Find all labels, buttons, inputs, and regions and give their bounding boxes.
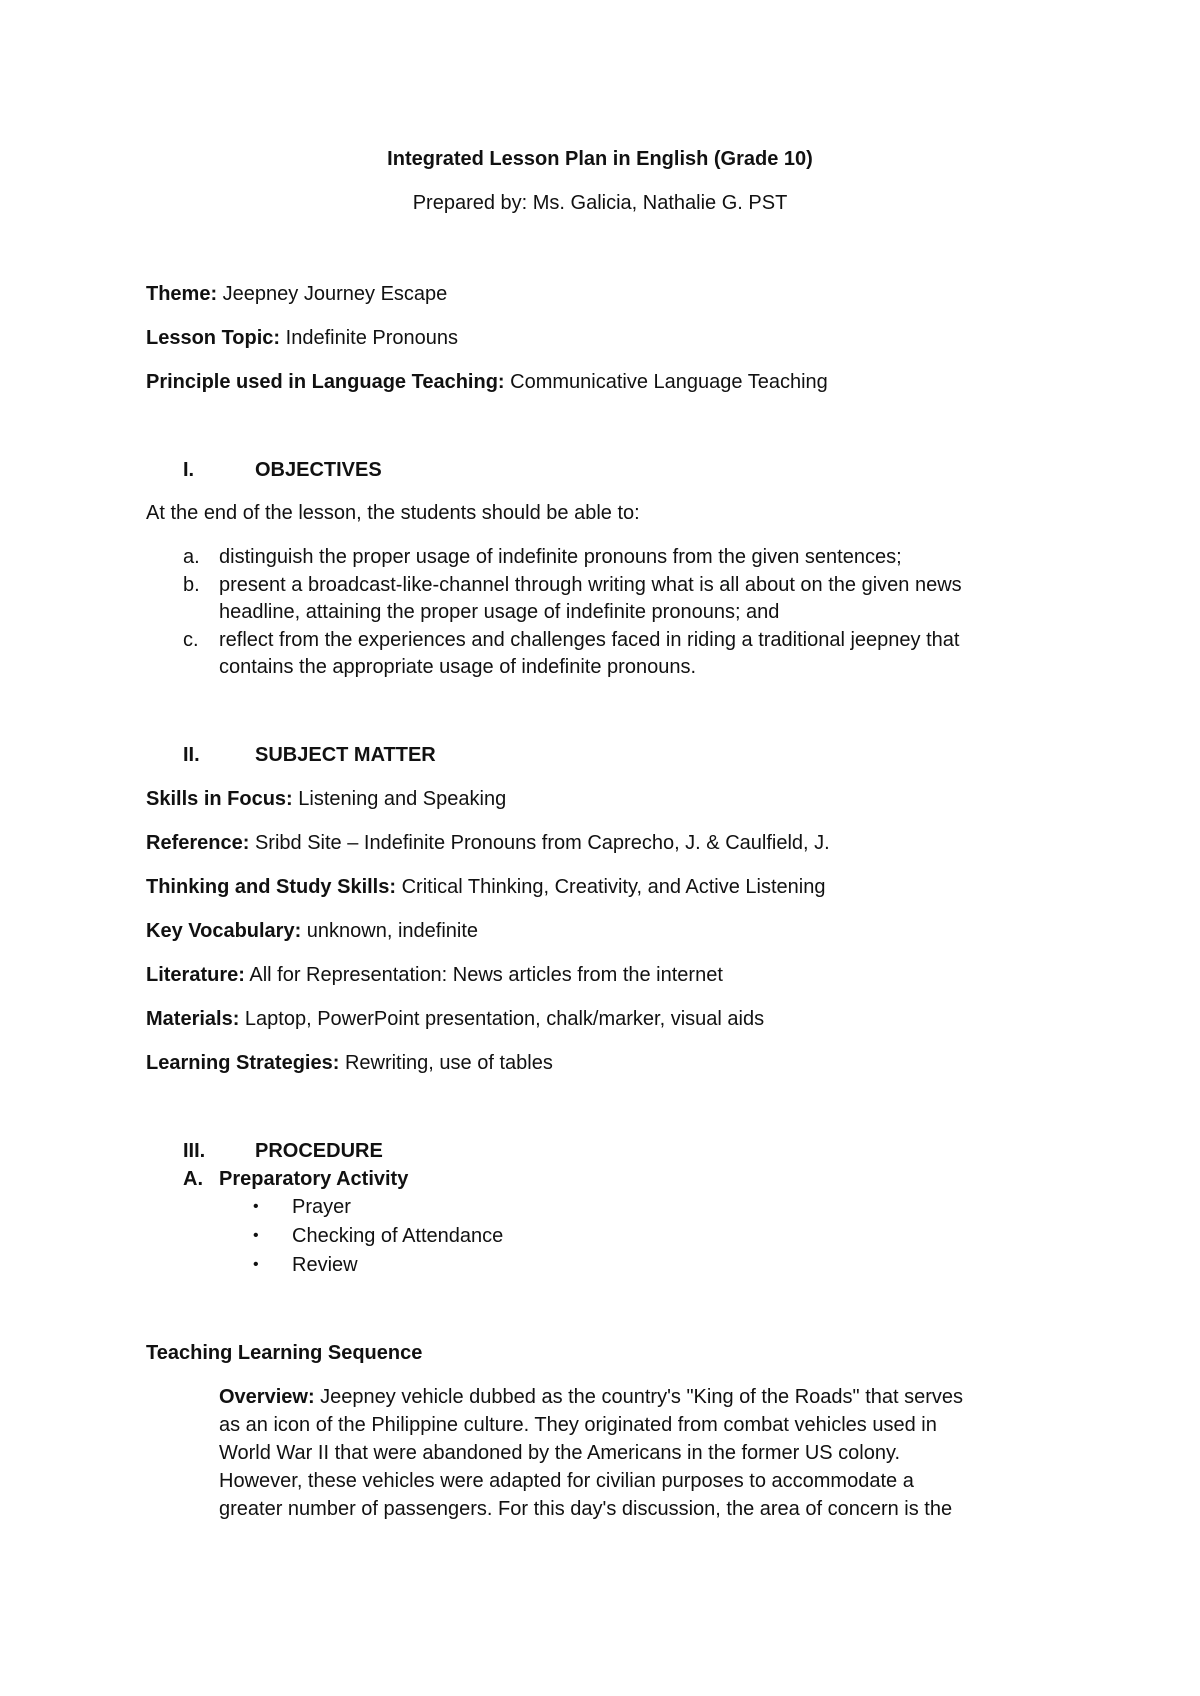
- objective-text: contains the appropriate usage of indefinite pronouns.: [219, 656, 697, 678]
- bullet-icon: •: [253, 1227, 259, 1244]
- meta-theme: [146, 281, 447, 308]
- meta-label: Principle used in Language Teaching:: [146, 371, 505, 393]
- section-title-subject-matter: SUBJECT MATTER: [255, 744, 436, 766]
- objective-text: distinguish the proper usage of indefinite pronouns from the given sentences;: [219, 546, 902, 568]
- objective-marker: c.: [183, 629, 199, 651]
- field-literature: [146, 962, 723, 989]
- document-title: Integrated Lesson Plan in English (Grade 10): [387, 148, 813, 170]
- field-label: Thinking and Study Skills:: [146, 876, 397, 898]
- overview-line: World War II that were abandoned by the Americans in the former US colony.: [219, 1442, 901, 1464]
- objective-text: present a broadcast-like-channel through writing what is all about on the given news: [219, 574, 962, 596]
- field-learning-strategies: [146, 1050, 553, 1077]
- field-value: unknown, indefinite: [301, 920, 479, 942]
- prepared-by: Prepared by: Ms. Galicia, Nathalie G. PST: [412, 192, 788, 214]
- field-reference: [146, 830, 830, 857]
- meta-label: Theme:: [146, 283, 218, 305]
- field-label: Literature:: [146, 964, 245, 986]
- bullet-item: Review: [292, 1254, 358, 1276]
- overview-line: However, these vehicles were adapted for civilian purposes to accommodate a: [219, 1470, 914, 1492]
- bullet-item: Prayer: [292, 1196, 351, 1218]
- objective-text: reflect from the experiences and challenges faced in riding a traditional jeepney that: [219, 629, 960, 651]
- field-label: Skills in Focus:: [146, 788, 293, 810]
- section-title-objectives: OBJECTIVES: [255, 459, 382, 481]
- section-number: I.: [183, 459, 195, 481]
- meta-value: Jeepney Journey Escape: [217, 283, 448, 305]
- objective-marker: a.: [183, 546, 200, 568]
- field-value: Critical Thinking, Creativity, and Active Listening: [396, 876, 826, 898]
- field-label: Key Vocabulary:: [146, 920, 302, 942]
- teaching-heading: Teaching Learning Sequence: [146, 1342, 423, 1364]
- field-thinking-skills: [146, 874, 825, 901]
- field-value: All for Representation: News articles from the internet: [244, 964, 723, 986]
- meta-lesson-topic: [146, 325, 458, 352]
- field-key-vocabulary: [146, 918, 478, 945]
- field-label: Materials:: [146, 1008, 240, 1030]
- section-number: II.: [183, 744, 200, 766]
- overview-line: [219, 1384, 963, 1411]
- field-value: Sribd Site – Indefinite Pronouns from Caprecho, J. & Caulfield, J.: [249, 832, 830, 854]
- overview-line: as an icon of the Philippine culture. They originated from combat vehicles used in: [219, 1414, 937, 1436]
- field-value: Rewriting, use of tables: [339, 1052, 553, 1074]
- objectives-intro: At the end of the lesson, the students should be able to:: [146, 502, 640, 524]
- objective-marker: b.: [183, 574, 200, 596]
- field-label: Reference:: [146, 832, 250, 854]
- field-skills: [146, 786, 506, 813]
- section-number: III.: [183, 1140, 206, 1162]
- field-label: Learning Strategies:: [146, 1052, 340, 1074]
- field-materials: [146, 1006, 764, 1033]
- objective-text: headline, attaining the proper usage of indefinite pronouns; and: [219, 601, 780, 623]
- subsection-title: Preparatory Activity: [219, 1168, 409, 1190]
- bullet-icon: •: [253, 1256, 259, 1273]
- bullet-icon: •: [253, 1198, 259, 1215]
- section-title-procedure: PROCEDURE: [255, 1140, 383, 1162]
- overview-label: Overview:: [219, 1386, 315, 1408]
- overview-line: greater number of passengers. For this day's discussion, the area of concern is the: [219, 1498, 953, 1520]
- bullet-item: Checking of Attendance: [292, 1225, 504, 1247]
- field-value: Laptop, PowerPoint presentation, chalk/marker, visual aids: [239, 1008, 765, 1030]
- overview-text: Jeepney vehicle dubbed as the country's "King of the Roads" that serves: [314, 1386, 964, 1408]
- meta-label: Lesson Topic:: [146, 327, 281, 349]
- field-value: Listening and Speaking: [292, 788, 507, 810]
- meta-value: Communicative Language Teaching: [504, 371, 828, 393]
- meta-principle: [146, 369, 828, 396]
- subsection-marker: A.: [183, 1168, 203, 1190]
- meta-value: Indefinite Pronouns: [280, 327, 458, 349]
